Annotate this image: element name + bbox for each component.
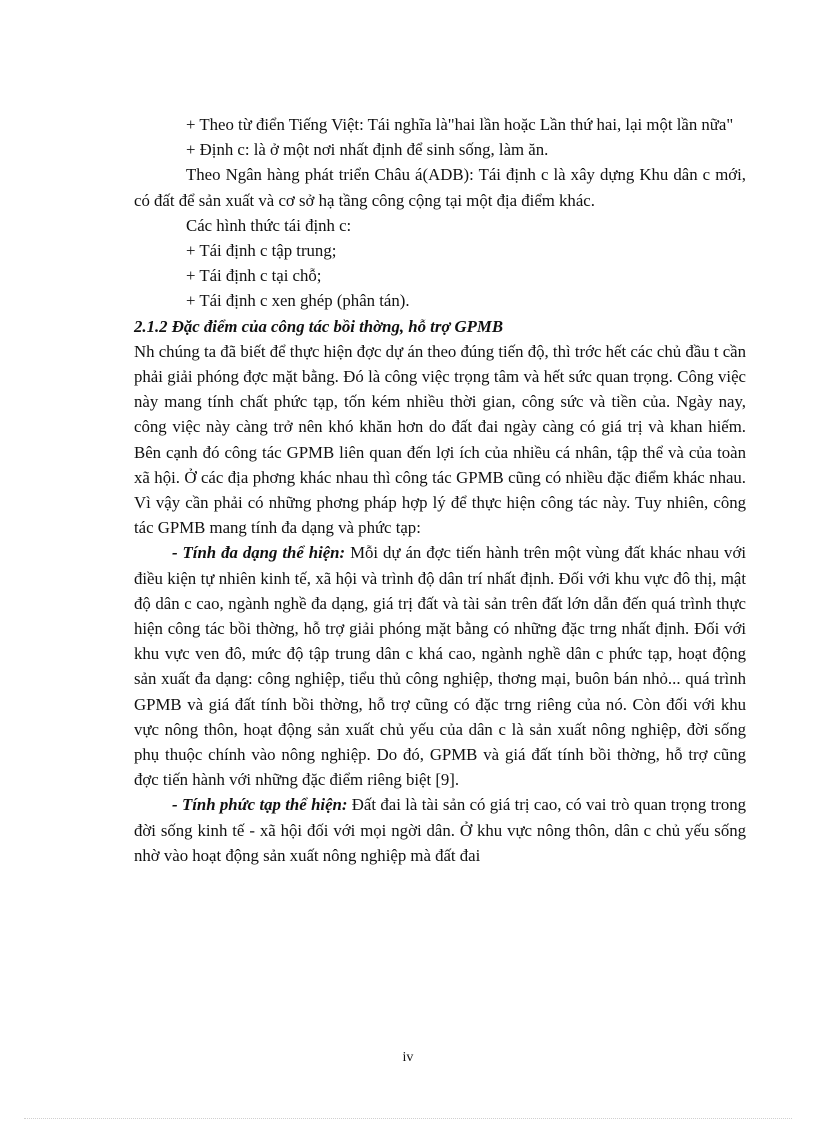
paragraph-diversity	[134, 540, 746, 792]
paragraph-adb-definition: Theo Ngân hàng phát triển Châu á(ADB): Tái định c là xây dựng Khu dân c mới, có đất để sản xuất và cơ sở hạ tầng công cộng tại một địa điểm khác.	[134, 165, 746, 210]
footer-divider	[24, 1118, 792, 1119]
page-number: iv	[402, 1050, 414, 1065]
complexity-text: Đất đai là tài sản có giá trị cao, có vai trò quan trọng trong đời sống kinh tế - xã hội đối với mọi ngời dân. Ở khu vực nông thôn, dân c chủ yếu sống nhờ vào hoạt động sản xuất nông nghiệp mà đất đai	[134, 795, 746, 865]
complexity-label: - Tính phức tạp thể hiện:	[172, 795, 348, 815]
list-item-on-site: + Tái định c tại chỗ;	[186, 266, 322, 286]
section-heading: 2.1.2 Đặc điểm của công tác bồi thờng, hỗ trợ GPMB	[134, 316, 504, 336]
paragraph-complexity	[134, 792, 746, 868]
list-item-concentrated: + Tái định c tập trung;	[186, 241, 337, 261]
paragraph-body-intro: Nh chúng ta đã biết để thực hiện đợc dự án theo đúng tiến độ, thì trớc hết các chủ đầu t cần phải giải phóng đợc mặt bằng. Đó là công việc trọng tâm và hết sức quan trọng. Công việc này mang tính chất phức tạp, tốn kém nhiều thời gian, công sức và tiền của. Ngày nay, công việc này càng trở nên khó khăn hơn do đất đai ngày càng có giá trị và khan hiếm. Bên cạnh đó công tác GPMB liên quan đến lợi ích của nhiều cá nhân, tập thể và của toàn xã hội. Ở các địa phơng khác nhau thì công tác GPMB cũng có nhiều đặc điểm khác nhau. Vì vậy cần phải có những phơng pháp hợp lý để thực hiện công tác này. Tuy nhiên, công tác GPMB mang tính đa dạng và phức tạp:	[134, 341, 746, 538]
paragraph-resettlement-forms: Các hình thức tái định c:	[186, 215, 352, 235]
document-page	[134, 112, 746, 868]
list-item-scattered: + Tái định c xen ghép (phân tán).	[186, 291, 410, 311]
diversity-text: Mỗi dự án đợc tiến hành trên một vùng đất khác nhau với điều kiện tự nhiên kinh tế, xã hội và trình độ dân trí nhất định. Đối với khu vực đô thị, mật độ dân c cao, ngành nghề đa dạng, giá trị đất và tài sản trên đất lớn dẫn đến quá trình thực hiện công tác bồi thờng, hỗ trợ giải phóng mặt bằng có những đặc trng nhất định. Đối với khu vực ven đô, mức độ tập trung dân c khá cao, ngành nghề dân c phức tạp, hoạt động sản xuất đa dạng: công nghiệp, tiểu thủ công nghiệp, thơng mại, buôn bán nhỏ... quá trình GPMB và giá đất tính bồi thờng, hỗ trợ cũng có đặc trng riêng của nó. Còn đối với khu vực nông thôn, hoạt động sản xuất chủ yếu của dân c là sản xuất nông nghiệp, đời sống phụ thuộc chính vào nông nghiệp. Do đó, GPMB và giá đất tính bồi thờng, hỗ trợ cũng đợc tiến hành với những đặc điểm riêng biệt [9].	[134, 543, 746, 790]
paragraph-definition-dinh-cu: + Định c: là ở một nơi nhất định để sinh sống, làm ăn.	[186, 140, 549, 160]
diversity-label: - Tính đa dạng thể hiện:	[172, 543, 346, 563]
paragraph-definition-tai: + Theo từ điển Tiếng Việt: Tái nghĩa là"hai lần hoặc Lần thứ hai, lại một lần nữa"	[186, 115, 734, 134]
